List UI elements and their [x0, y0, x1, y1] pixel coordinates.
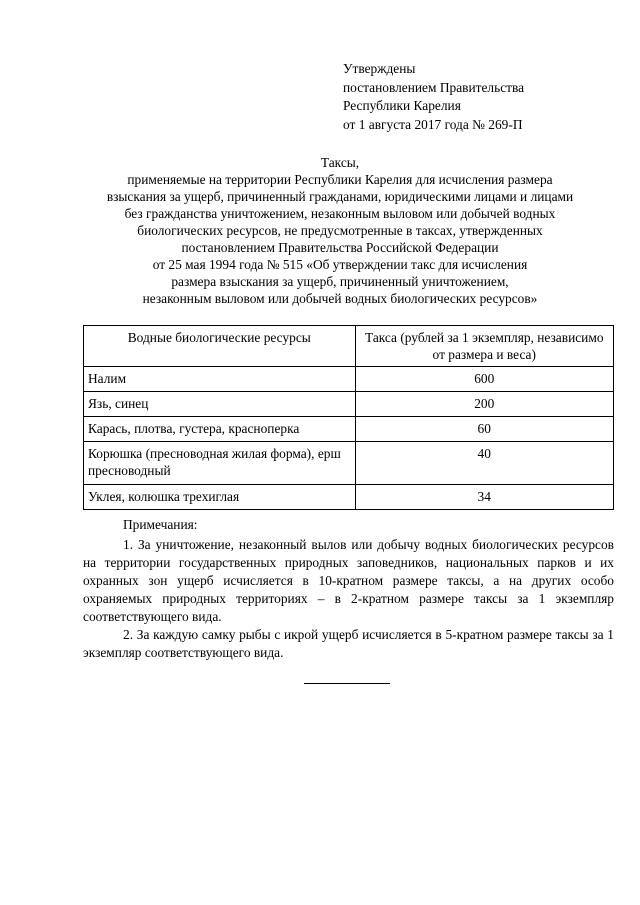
table-row [84, 485, 614, 510]
note-item: 2. За каждую самку рыбы с икрой ущерб исчисляется в 5-кратном размере таксы за 1 экземпляр соответствующего вида. [83, 627, 614, 660]
header-rate: Такса (рублей за 1 экземпляр, независимо от размера и веса) [355, 326, 614, 367]
closing-rule [304, 683, 390, 684]
title-line: размера взыскания за ущерб, причиненный уничтожением, [171, 274, 509, 289]
title-line: незаконным выловом или добычей водных биологических ресурсов» [142, 291, 538, 306]
table-row [84, 442, 614, 485]
table-row [84, 367, 614, 392]
note-item: 1. За уничтожение, незаконный вылов или добычу водных биологических ресурсов на территории государственных природных заповедников, национальных парков и их охранных зон ущерб исчисляется в 10-кратном размере таксы, а на других особо охраняемых природных территориях – в 2-кратном размере таксы за 1 экземпляр соответствующего вида. [83, 537, 614, 624]
table-row [84, 417, 614, 442]
rate-cell: 34 [355, 485, 614, 510]
notes-title: Примечания: [123, 517, 198, 532]
tax-table [83, 325, 614, 510]
resource-cell: Карась, плотва, густера, красноперка [84, 417, 356, 442]
resource-cell: Налим [84, 367, 356, 392]
title-line: применяемые на территории Республики Карелия для исчисления размера [127, 172, 553, 187]
approval-block [343, 60, 613, 134]
resource-cell: Корюшка (пресноводная жилая форма), ерш пресноводный [84, 442, 356, 485]
rate-cell: 60 [355, 417, 614, 442]
title-line: биологических ресурсов, не предусмотренные в таксах, утвержденных [137, 223, 543, 238]
resource-cell: Язь, синец [84, 392, 356, 417]
header-resource: Водные биологические ресурсы [84, 326, 356, 367]
resource-cell: Уклея, колюшка трехиглая [84, 485, 356, 510]
title-line: взыскания за ущерб, причиненный гражданами, юридическими лицами и лицами [106, 189, 574, 204]
approval-line: от 1 августа 2017 года № 269-П [343, 116, 523, 132]
title-line: от 25 мая 1994 года № 515 «Об утверждении такс для исчисления [152, 257, 528, 272]
title-line: без гражданства уничтожением, незаконным выловом или добычей водных [124, 206, 556, 221]
table-row [84, 392, 614, 417]
approval-line: Утверждены [343, 61, 416, 76]
approval-line: Республики Карелия [343, 98, 461, 113]
approval-line: постановлением Правительства [343, 79, 525, 95]
notes-section [83, 516, 614, 662]
rate-cell: 600 [355, 367, 614, 392]
rate-cell: 40 [355, 442, 614, 485]
document-title [60, 154, 620, 307]
rate-cell: 200 [355, 392, 614, 417]
title-line: постановлением Правительства Российской Федерации [181, 240, 499, 255]
table-header-row [84, 326, 614, 367]
title-heading: Таксы, [320, 155, 360, 170]
